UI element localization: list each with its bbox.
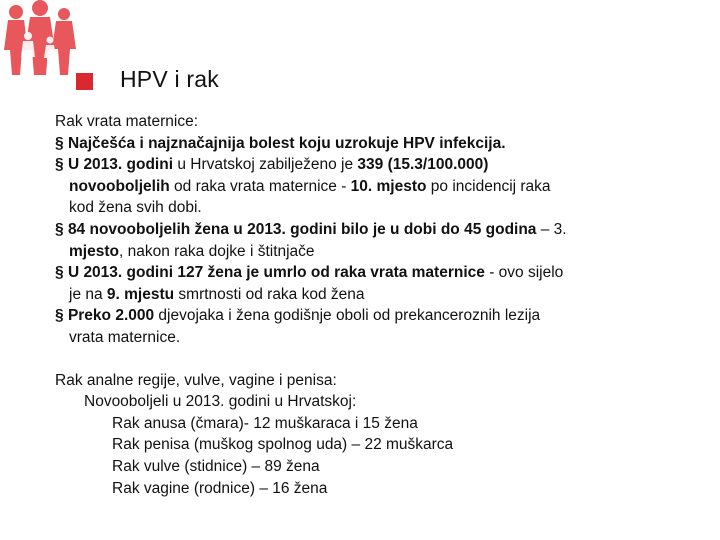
bullet-3-cont: mjesto, nakon raka dojke i štitnjače xyxy=(69,242,315,260)
bullet-2-cont: novooboljelih od raka vrata maternice - 10. mjesto po incidencij raka xyxy=(69,177,551,195)
list-item: Rak anusa (čmara)- 12 muškaraca i 15 žena xyxy=(112,414,418,432)
list-item: Rak vulve (stidnice) – 89 žena xyxy=(112,457,320,475)
section2-subheading: Novooboljeli u 2013. godini u Hrvatskoj: xyxy=(84,393,357,411)
section1-heading: Rak vrata maternice: xyxy=(55,113,198,130)
page-title: HPV i rak xyxy=(120,66,219,92)
bullet-4: § U 2013. godini 127 žena je umrlo od raka vrata maternice - ovo sijelo xyxy=(55,262,695,284)
red-figures-logo xyxy=(0,0,90,75)
section2-heading: Rak analne regije, vulve, vagine i penisa: xyxy=(55,371,337,389)
bullet-3: § 84 novooboljelih žena u 2013. godini bilo je u dobi do 45 godina – 3. xyxy=(55,219,695,241)
title-bullet-square xyxy=(76,73,93,90)
bullet-2: § U 2013. godini u Hrvatskoj zabilježeno je 339 (15.3/100.000) xyxy=(55,154,695,176)
list-item: Rak vagine (rodnice) – 16 žena xyxy=(112,479,328,497)
main-content xyxy=(55,111,695,499)
bullet-5: § Preko 2.000 djevojaka i žena godišnje oboli od prekanceroznih lezija xyxy=(55,305,695,327)
bullet-1: § Najčešća i najznačajnija bolest koju uzrokuje HPV infekcija. xyxy=(55,133,695,155)
bullet-5-cont: vrata maternice. xyxy=(69,328,181,346)
bullet-4-cont: je na 9. mjestu smrtnosti od raka kod žena xyxy=(69,285,365,303)
bullet-2-cont2: kod žena svih dobi. xyxy=(69,199,202,217)
list-item: Rak penisa (muškog spolnog uda) – 22 muškarca xyxy=(112,436,454,454)
